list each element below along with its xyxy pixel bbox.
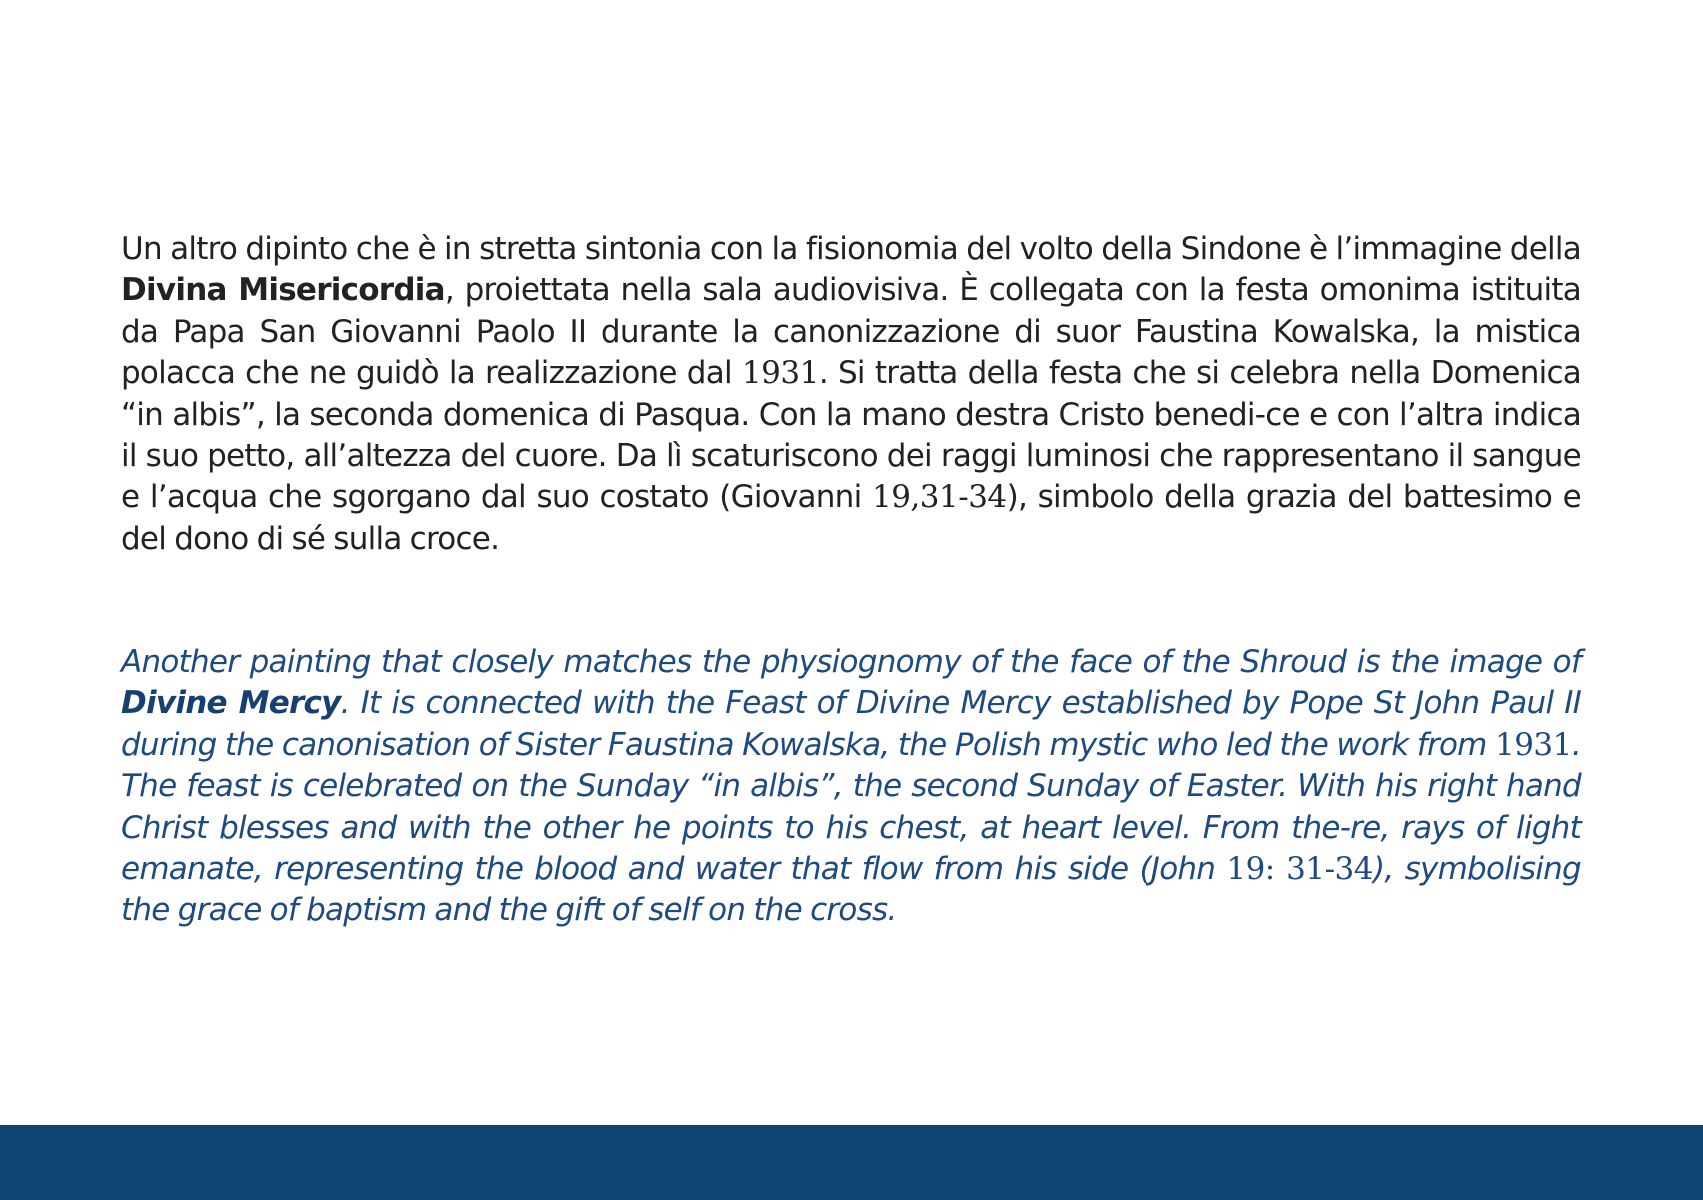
italian-text-1: Un altro dipinto che è in stretta sintonia con la fisionomia del volto della Sindone è l’immagine della xyxy=(121,231,1581,267)
italian-bible-reference: 19,31-34 xyxy=(871,479,1007,516)
italian-text-3: . Si tratta della festa che si celebra nella Domenica “in albis”, la seconda domenica di Pasqua. Con la mano destra Cristo benedi-ce e con l’altra indica il suo petto, all’altezza del cuore. Da lì scaturiscono dei raggi luminosi che rappresentano il sangue e l’acqua che sgorgano dal suo costato (Giovanni xyxy=(121,355,1581,516)
italian-text-4: ), simbolo della grazia del battesimo e del dono di sé sulla croce. xyxy=(121,479,1581,557)
english-year: 1931 xyxy=(1494,726,1572,763)
italian-year: 1931 xyxy=(741,355,819,392)
footer-bar xyxy=(0,1125,1703,1200)
english-text-3: . The feast is celebrated on the Sunday “in albis”, the second Sunday of Easter. With his right hand Christ blesses and with the other he points to his chest, at heart level. From the-re, rays of light emanate, representing the blood and water that flow from his side (John xyxy=(121,726,1581,888)
english-bold-term: Divine Mercy xyxy=(121,685,341,722)
english-text-4: ), symbolising the grace of baptism and the gift of self on the cross. xyxy=(121,851,1581,929)
italian-bold-term: Divina Misericordia xyxy=(121,272,445,309)
italian-paragraph xyxy=(121,229,1581,560)
english-text-1: Another painting that closely matches the physiognomy of the face of the Shroud is the image of xyxy=(121,644,1581,680)
english-paragraph xyxy=(121,642,1581,932)
italian-text-2: , proiettata nella sala audiovisiva. È collegata con la festa omonima istituita da Papa San Giovanni Paolo II durante la canonizzazione di suor Faustina Kowalska, la mistica polacca che ne guidò la realizzazione dal xyxy=(121,272,1581,392)
english-bible-reference: 19: 31-34 xyxy=(1226,851,1373,888)
english-text-2: . It is connected with the Feast of Divine Mercy established by Pope St John Paul II during the canonisation of Sister Faustina Kowalska, the Polish mystic who led the work from xyxy=(121,685,1582,763)
